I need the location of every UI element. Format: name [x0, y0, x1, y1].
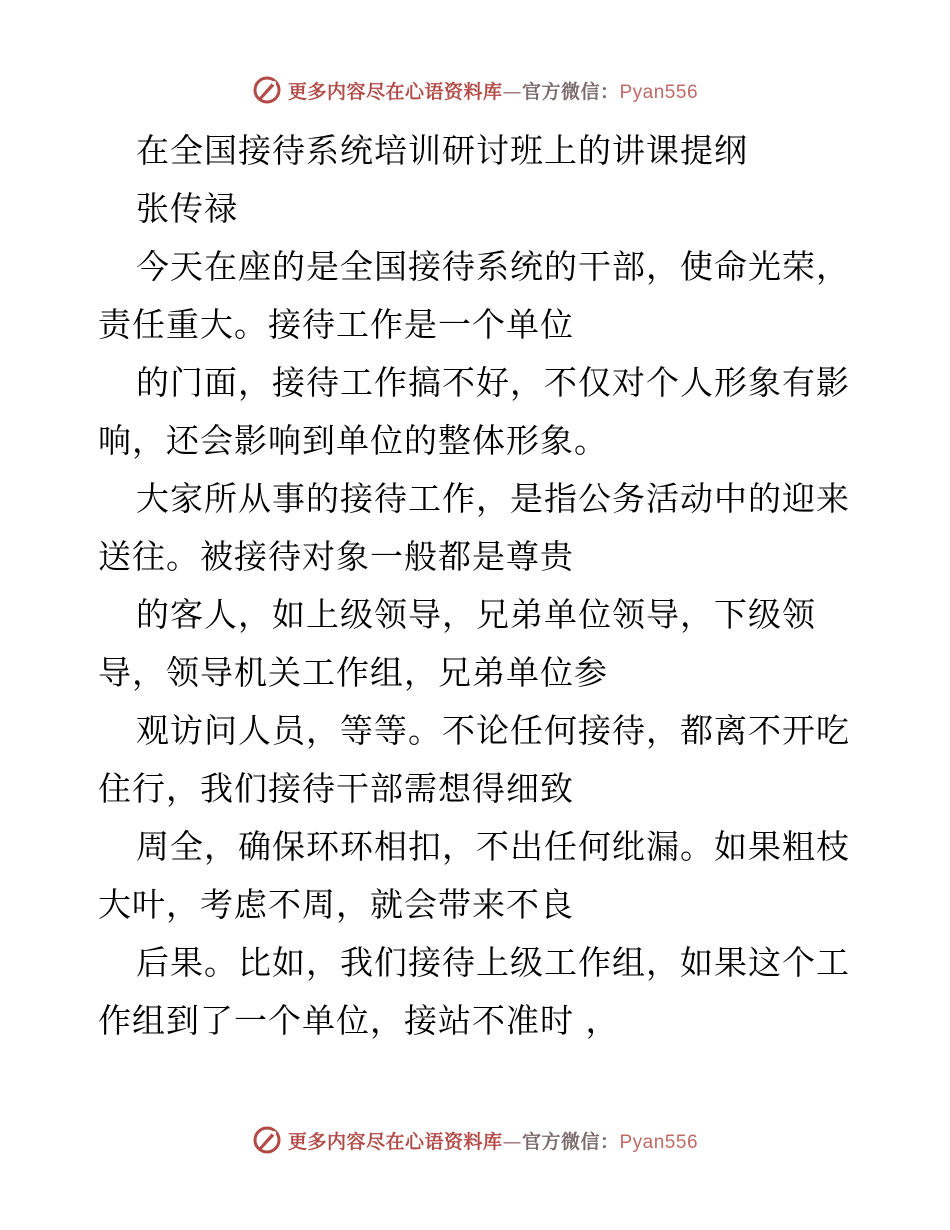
text-line: 今天在座的是全国接待系统的干部，使命光荣， [136, 247, 850, 286]
text-line: 后果。比如，我们接待上级工作组，如果这个工 [136, 943, 850, 982]
text-line: 送往。被接待对象一般都是尊贵 [98, 537, 574, 576]
banner-text [288, 1127, 698, 1154]
text-line: 响，还会影响到单位的整体形象。 [98, 421, 608, 460]
text-line: 周全，确保环环相扣，不出任何纰漏。如果粗枝 [136, 827, 850, 866]
banner-wechat-id: Pyan556 [619, 1131, 699, 1153]
quill-pen-logo-icon [252, 1125, 282, 1155]
document-body [98, 122, 858, 1050]
text-line: 大叶，考虑不周，就会带来不良 [98, 885, 574, 924]
header-watermark-banner [0, 70, 950, 110]
banner-wechat-label: 官方微信： [521, 1130, 620, 1153]
text-line: 观访问人员，等等。不论任何接待，都离不开吃 [136, 711, 850, 750]
banner-wechat-id: Pyan556 [619, 81, 699, 103]
banner-separator: — [502, 80, 522, 103]
banner-wechat-label: 官方微信： [521, 80, 620, 103]
document-title: 在全国接待系统培训研讨班上的讲课提纲 [136, 131, 748, 170]
banner-main-text: 更多内容尽在心语资料库 [287, 1130, 503, 1153]
text-line: 作组到了一个单位，接站不准时 ， [98, 1001, 620, 1040]
text-line: 的客人，如上级领导，兄弟单位领导，下级领 [136, 595, 816, 634]
document-author: 张传禄 [136, 189, 238, 228]
footer-watermark-banner [0, 1120, 950, 1160]
text-line: 的门面，接待工作搞不好，不仅对个人形象有影 [136, 363, 850, 402]
banner-separator: — [502, 1130, 522, 1153]
quill-pen-logo-icon [252, 75, 282, 105]
text-line: 导，领导机关工作组，兄弟单位参 [98, 653, 608, 692]
banner-text [288, 77, 698, 104]
text-line: 大家所从事的接待工作，是指公务活动中的迎来 [136, 479, 850, 518]
banner-main-text: 更多内容尽在心语资料库 [287, 80, 503, 103]
text-line: 住行，我们接待干部需想得细致 [98, 769, 574, 808]
text-line: 责任重大。接待工作是一个单位 [98, 305, 574, 344]
